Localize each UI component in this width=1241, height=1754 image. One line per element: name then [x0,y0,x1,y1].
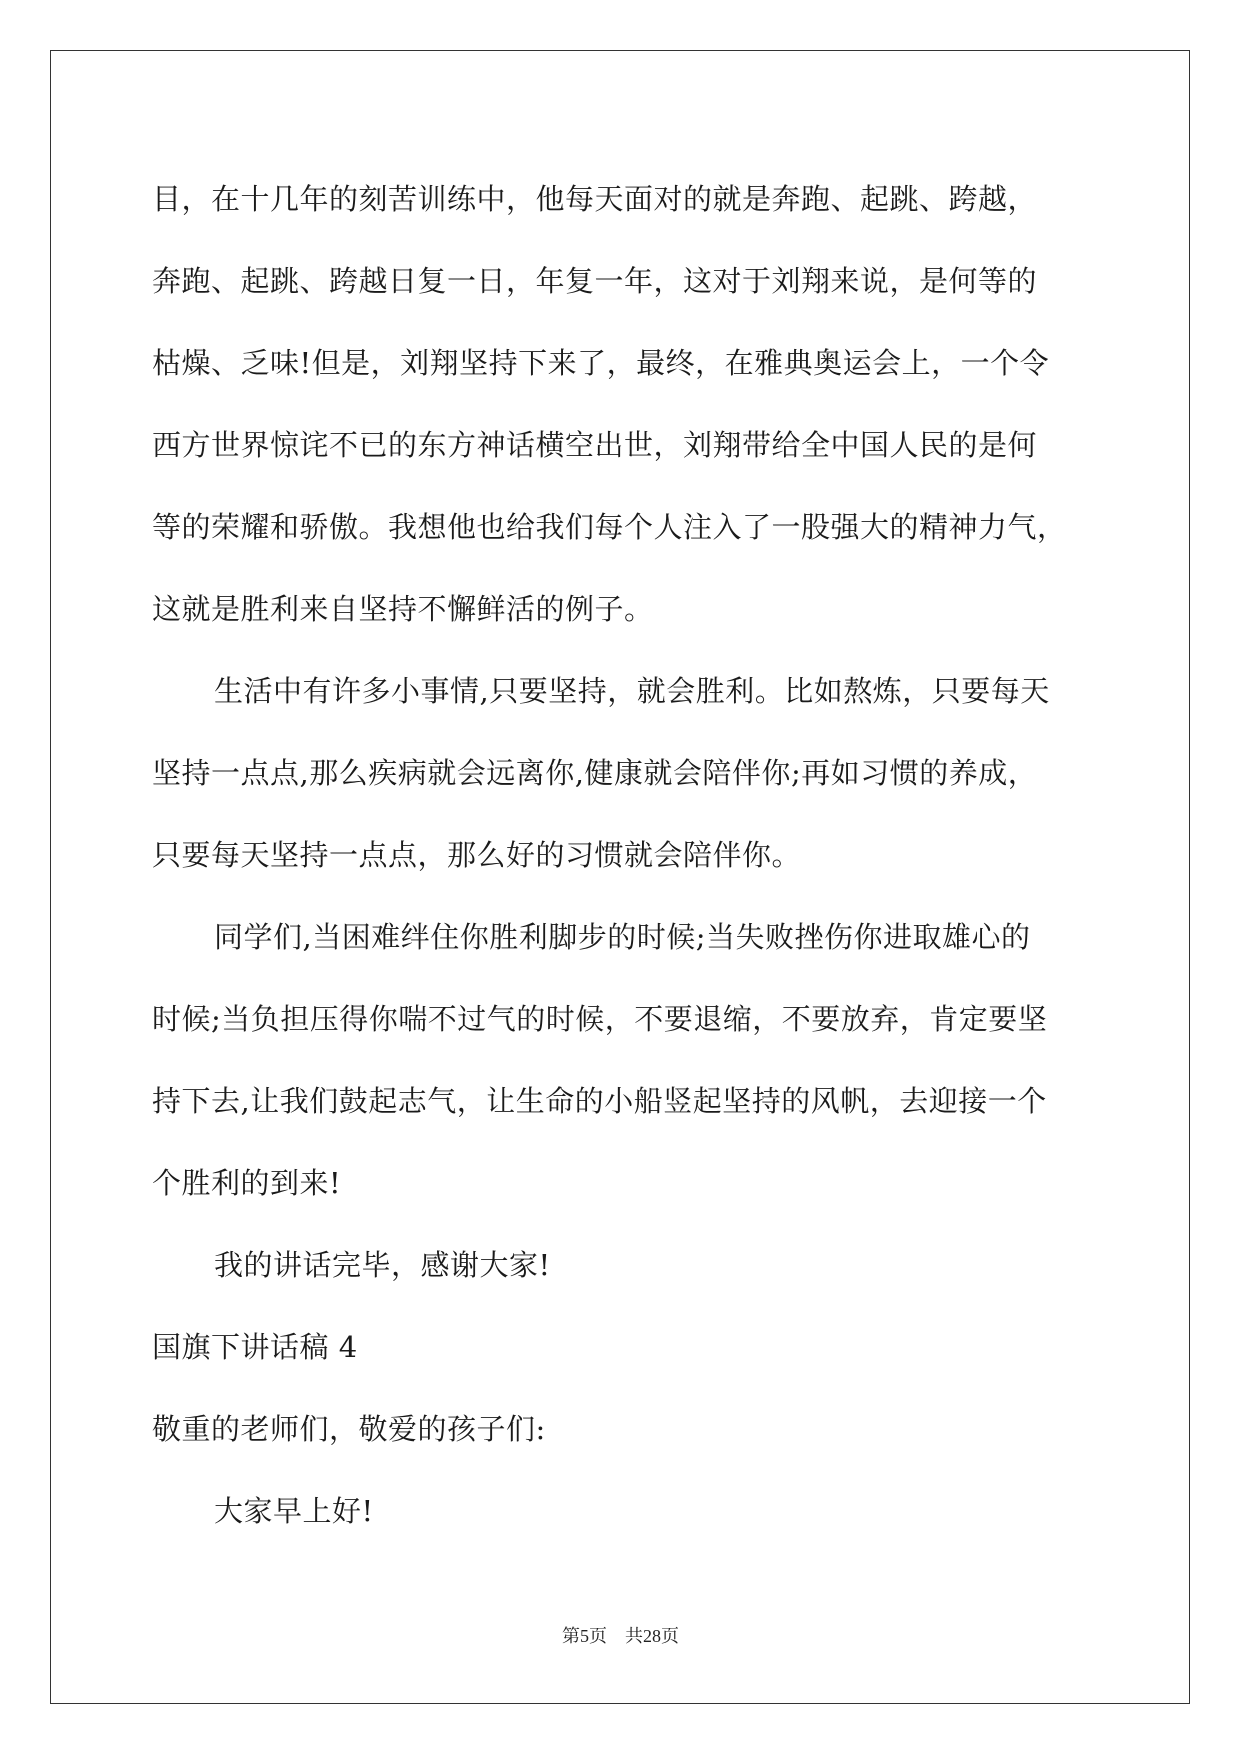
page-total-number: 28 [643,1626,661,1646]
paragraph-line: 等的荣耀和骄傲。我想他也给我们每个人注入了一股强大的精神力气， [152,510,1067,544]
page-label-mid: 页 共 [589,1626,643,1647]
paragraph-line: 奔跑、起跳、跨越日复一日，年复一年，这对于刘翔来说，是何等的 [152,264,1038,298]
salutation: 敬重的老师们，敬爱的孩子们: [152,1412,546,1446]
document-body [152,158,1092,1552]
paragraph-line: 同学们,当困难绊住你胜利脚步的时候;当失败挫伤你进取雄心的 [214,920,1031,954]
paragraph-line: 坚持一点点,那么疾病就会远离你,健康就会陪伴你;再如习惯的养成， [152,756,1038,790]
paragraph-line: 生活中有许多小事情,只要坚持，就会胜利。比如熬炼，只要每天 [214,674,1050,708]
paragraph-line: 只要每天坚持一点点，那么好的习惯就会陪伴你。 [152,838,802,872]
paragraph-line: 持下去,让我们鼓起志气，让生命的小船竖起坚持的风帆，去迎接一个 [152,1084,1047,1118]
greeting: 大家早上好! [214,1494,374,1528]
paragraph-line: 时候;当负担压得你喘不过气的时候，不要退缩，不要放弃，肯定要坚 [152,1002,1048,1036]
closing-line: 我的讲话完毕，感谢大家! [214,1248,551,1282]
paragraph-line: 目，在十几年的刻苦训练中，他每天面对的就是奔跑、起跳、跨越， [152,182,1038,216]
page-current-number: 5 [580,1626,589,1646]
section-heading: 国旗下讲话稿 4 [152,1330,358,1364]
paragraph-line: 西方世界惊诧不已的东方神话横空出世，刘翔带给全中国人民的是何 [152,428,1038,462]
paragraph-line: 枯燥、乏味!但是，刘翔坚持下来了，最终，在雅典奥运会上，一个令 [152,346,1050,380]
page-footer [0,1622,1241,1648]
paragraph-line: 这就是胜利来自坚持不懈鲜活的例子。 [152,592,654,626]
page-label-suffix: 页 [661,1626,679,1647]
page-label-prefix: 第 [562,1626,580,1647]
paragraph-line: 个胜利的到来! [152,1166,342,1200]
